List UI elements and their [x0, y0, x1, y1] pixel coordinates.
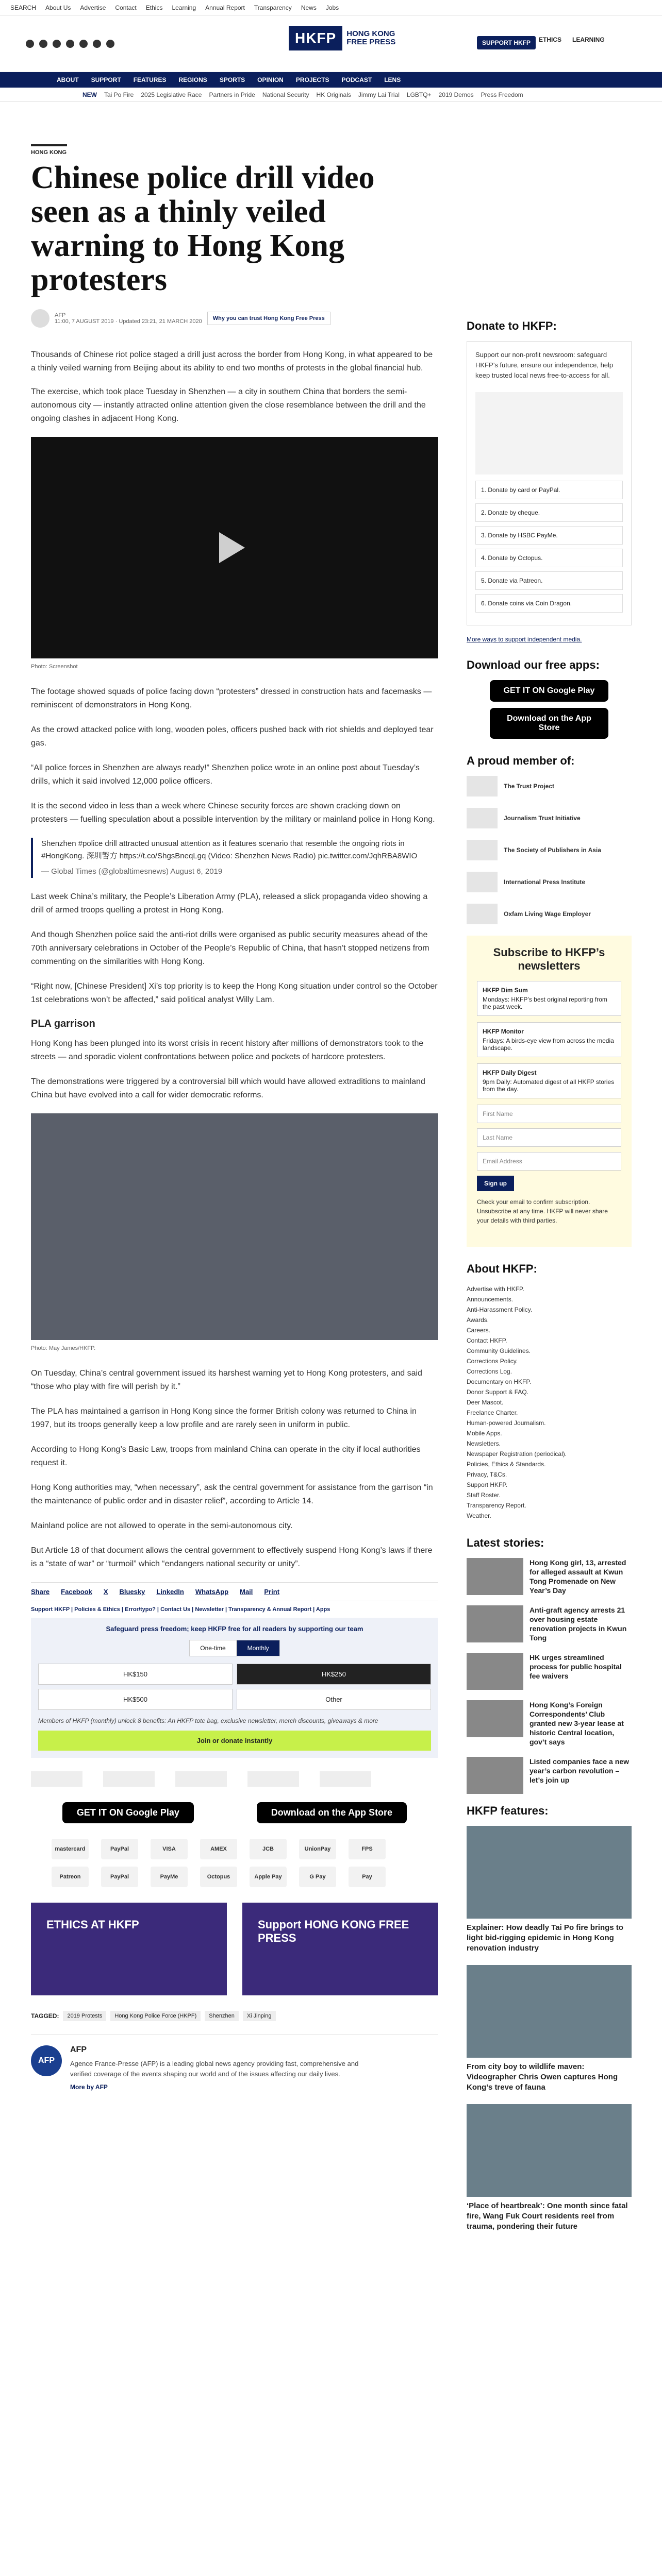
join-button[interactable]: Join or donate instantly — [38, 1731, 431, 1751]
features-title: HKFP features: — [467, 1804, 549, 1817]
payme-icon: PayMe — [151, 1867, 188, 1887]
telegram-icon[interactable] — [106, 40, 114, 48]
publish-date: 11:00, 7 AUGUST 2019 · Updated 23:21, 21 MARCH 2020 — [55, 318, 202, 325]
member-benefits: Members of HKFP (monthly) unlock 8 benefits: An HKFP tote bag, exclusive newsletter, merch discounts, giveaways & more — [38, 1717, 378, 1724]
share-whatsapp[interactable]: WhatsApp — [195, 1588, 229, 1596]
social-links — [26, 40, 114, 48]
amex-icon: AMEX — [200, 1839, 237, 1859]
topbar-item-contact[interactable]: Contact — [115, 4, 137, 11]
logo-text-1: HONG KONG — [346, 29, 395, 38]
patreon-icon: Patreon — [52, 1867, 89, 1887]
mastercard-icon: mastercard — [52, 1839, 89, 1859]
trending-link[interactable]: Press Freedom — [481, 91, 523, 98]
app-buttons — [31, 1802, 438, 1823]
share-linkedin[interactable]: LinkedIn — [156, 1588, 184, 1596]
donate-text: Support our non-profit newsroom: safeguard HKFP’s future, ensure our independence, help keep trusted local news free-to-access for all. — [475, 351, 614, 379]
about-link[interactable]: Deer Mascot. — [467, 1399, 504, 1406]
paragraph: It is the second video in less than a week where Chinese security forces are shown cracking down on protesters — fuelling speculation about a possible intervention by the military or mainland police in Hong Kong. — [31, 802, 435, 824]
trust-project-logo — [31, 1771, 82, 1787]
footer-links[interactable]: Support HKFP | Policies & Ethics | Error/typo? | Contact Us | Newsletter | Transparency & Annual Report | Apps — [31, 1606, 330, 1613]
newsletter-signup — [467, 936, 632, 1247]
story-thumb — [467, 1700, 523, 1737]
latest-story[interactable]: Hong Kong’s Foreign Correspondents’ Club granted new 3-year lease at historic Central location, gov’t says — [467, 1700, 632, 1747]
email-field[interactable]: Email Address — [477, 1152, 621, 1171]
story-thumb — [467, 1605, 523, 1642]
about-link[interactable]: Contact HKFP. — [467, 1337, 507, 1344]
paragraph: Thousands of Chinese riot police staged a drill just across the border from Hong Kong, in what appeared to be a thinly veiled warning from Beijing about its ability to end two months of protests in the global financial hub. — [31, 350, 433, 372]
paragraph: “Right now, [Chinese President] Xi’s top priority is to keep the Hong Kong situation under control so the October 1st celebrations won’t be affected,” said political analyst Willy Lam. — [31, 982, 438, 1004]
nav-podcast[interactable]: PODCAST — [341, 76, 372, 83]
author-avatar — [31, 309, 49, 328]
share-bluesky[interactable]: Bluesky — [119, 1588, 145, 1596]
google-play-button[interactable]: GET IT ON Google Play — [62, 1802, 194, 1823]
paragraph: Hong Kong authorities may, “when necessary”, ask the central government for assistance from the garrison “in the maintenance of public order and in disaster relief”, according to Article 14. — [31, 1483, 433, 1505]
image-caption: Photo: May James/HKFP. — [31, 1345, 96, 1351]
latest-title: Latest stories: — [467, 1536, 544, 1549]
paypal-icon: PayPal — [101, 1867, 138, 1887]
paragraph: And though Shenzhen police said the anti-riot drills were organised as public security measures ahead of the 70th anniversary celebrations in October of the People’s Republic of China, that hasn’t stopped netizens from commenting on the similarities with Hong Kong. — [31, 930, 429, 966]
jti-logo — [103, 1771, 155, 1787]
sopa-logo — [175, 1771, 227, 1787]
paragraph: “All police forces in Shenzhen are always ready!” Shenzhen police wrote in an online post about Tuesday’s drills, which it said involved 12,000 police officers. — [31, 764, 420, 786]
nav-features[interactable]: FEATURES — [133, 76, 167, 83]
share-x[interactable]: X — [103, 1588, 108, 1596]
about-link[interactable]: Anti-Harassment Policy. — [467, 1306, 533, 1313]
about-link[interactable]: Corrections Policy. — [467, 1358, 518, 1365]
tags-label: TAGGED: — [31, 2012, 59, 2020]
nav-lens[interactable]: LENS — [384, 76, 401, 83]
image-caption: Photo: Screenshot — [31, 664, 78, 670]
more-by-author-link[interactable]: More by AFP — [70, 2083, 108, 2091]
support-promo[interactable]: Support HONG KONG FREE PRESS — [242, 1903, 438, 1995]
trending-link[interactable]: Jimmy Lai Trial — [358, 91, 400, 98]
feature-story[interactable]: ‘Place of heartbreak’: One month since fatal fire, Wang Fuk Court residents reel from trauma, pondering their future — [467, 2104, 632, 2232]
about-link[interactable]: Newsletters. — [467, 1440, 501, 1447]
nav-projects[interactable]: PROJECTS — [295, 76, 329, 83]
share-label[interactable]: Share — [31, 1588, 50, 1596]
paragraph: According to Hong Kong’s Basic Law, troops from mainland China can operate in the city if local authorities request it. — [31, 1445, 421, 1467]
donate-option[interactable]: 4. Donate by Octopus. — [475, 549, 623, 567]
facebook-icon[interactable] — [26, 40, 34, 48]
latest-story[interactable]: Listed companies face a new year’s carbon revolution – let’s join up — [467, 1757, 632, 1794]
trust-badge[interactable]: Why you can trust Hong Kong Free Press — [207, 312, 330, 325]
latest-story[interactable]: HK urges streamlined process for public hospital fee waivers — [467, 1653, 632, 1690]
feature-image — [467, 1826, 632, 1919]
paragraph: As the crowd attacked police with long, wooden poles, officers pushed back with riot shields and deployed tear gas. — [31, 725, 434, 748]
about-link[interactable]: Policies, Ethics & Standards. — [467, 1461, 546, 1468]
members-title: A proud member of: — [467, 754, 575, 767]
threads-icon[interactable] — [66, 40, 74, 48]
tweet-source[interactable]: — Global Times (@globaltimesnews) August 6, 2019 — [41, 867, 223, 876]
nav-support[interactable]: SUPPORT — [91, 76, 121, 83]
paragraph: Mainland police are not allowed to operate in the semi-autonomous city. — [31, 1521, 293, 1530]
about-link[interactable]: Careers. — [467, 1327, 491, 1334]
amount-options — [38, 1664, 431, 1710]
feature-story[interactable]: From city boy to wildlife maven: Videographer Chris Owen captures Hong Kong’s treve of fauna — [467, 1965, 632, 2093]
nav-about[interactable]: ABOUT — [57, 76, 79, 83]
topbar-item-news[interactable]: News — [301, 4, 317, 11]
paragraph: The exercise, which took place Tuesday in Shenzhen — a city in southern China that borders the semi-autonomous city — instantly attracted online attention given the close resemblance between the drill and the ongoing clashes in adjacent Hong Kong. — [31, 387, 426, 423]
oxfam-logo — [320, 1771, 371, 1787]
topbar-item-about[interactable]: About Us — [45, 4, 71, 11]
donate-widget — [31, 1618, 438, 1758]
about-link[interactable]: Human-powered Journalism. — [467, 1419, 546, 1427]
jcb-icon: JCB — [250, 1839, 287, 1859]
feature-image — [467, 2104, 632, 2197]
monthly-tab[interactable]: Monthly — [237, 1640, 280, 1656]
amount-option-selected[interactable]: HK$250 — [237, 1664, 431, 1685]
one-time-tab[interactable]: One-time — [189, 1640, 236, 1656]
paypal-icon: PayPal — [101, 1839, 138, 1859]
section-heading: PLA garrison — [31, 1018, 95, 1029]
nav-sports[interactable]: SPORTS — [219, 76, 245, 83]
newsletter-option[interactable]: HKFP Monitor Fridays: A birds-eye view from across the media landscape. — [477, 1022, 621, 1057]
topbar-item-ethics[interactable]: Ethics — [145, 4, 163, 11]
donate-option[interactable]: 5. Donate via Patreon. — [475, 571, 623, 590]
amount-option[interactable]: HK$500 — [38, 1689, 233, 1710]
about-link[interactable]: Announcements. — [467, 1296, 514, 1303]
topbar-item-search[interactable]: SEARCH — [10, 4, 37, 11]
unionpay-icon: UnionPay — [299, 1839, 336, 1859]
share-bar — [31, 1582, 438, 1601]
x-icon[interactable] — [39, 40, 47, 48]
share-facebook[interactable]: Facebook — [61, 1588, 92, 1596]
paragraph: Last week China’s military, the People’s Liberation Army (PLA), released a slick propaganda video showing a drill of armed troops quelling a protest in Hong Kong. — [31, 892, 428, 914]
octopus-icon: Octopus — [200, 1867, 237, 1887]
apple-pay-icon: Apple Pay — [250, 1867, 287, 1887]
about-link[interactable]: Privacy, T&Cs. — [467, 1471, 507, 1478]
story-thumb — [467, 1653, 523, 1690]
topbar-item-jobs[interactable]: Jobs — [325, 4, 339, 11]
donate-option[interactable]: 3. Donate by HSBC PayMe. — [475, 526, 623, 545]
article-category[interactable]: HONG KONG — [31, 144, 67, 156]
story-thumb — [467, 1757, 523, 1794]
topbar-item-transparency[interactable]: Transparency — [254, 4, 292, 11]
about-link[interactable]: Freelance Charter. — [467, 1409, 518, 1416]
frequency-toggle — [38, 1640, 431, 1656]
about-link[interactable]: Support HKFP. — [467, 1481, 508, 1488]
about-title: About HKFP: — [467, 1262, 537, 1275]
app-store-button[interactable]: Download on the App Store — [490, 708, 608, 739]
story-thumb — [467, 1558, 523, 1595]
promo-banners — [31, 1903, 438, 1995]
newsletter-option[interactable]: HKFP Daily Digest 9pm Daily: Automated digest of all HKFP stories from the day. — [477, 1063, 621, 1098]
app-store-button[interactable]: Download on the App Store — [257, 1802, 407, 1823]
ipi-logo — [247, 1771, 299, 1787]
logo-text-2: FREE PRESS — [346, 38, 396, 46]
author-box-avatar: AFP — [31, 2045, 62, 2076]
tag[interactable]: Shenzhen — [205, 2011, 239, 2021]
about-link[interactable]: Community Guidelines. — [467, 1347, 531, 1354]
member-org: The Trust Project — [467, 776, 632, 796]
share-mail[interactable]: Mail — [240, 1588, 253, 1596]
fps-icon: FPS — [349, 1839, 386, 1859]
sidebar — [467, 319, 632, 2243]
trending-link[interactable]: 2025 Legislative Race — [141, 91, 202, 98]
author-name[interactable]: AFP — [55, 312, 66, 318]
google-play-button[interactable]: GET IT ON Google Play — [490, 680, 608, 702]
ethics-promo[interactable]: ETHICS AT HKFP — [31, 1903, 227, 1995]
feature-image — [467, 1965, 632, 2058]
trending-link[interactable]: LGBTQ+ — [406, 91, 432, 98]
site-logo[interactable] — [289, 26, 395, 50]
embedded-tweet — [31, 838, 438, 878]
paragraph: On Tuesday, China’s central government issued its harshest warning yet to Hong Kong protesters, and said “those who play with fire will perish by it.” — [31, 1369, 422, 1391]
trending-link[interactable]: HK Originals — [316, 91, 351, 98]
tag[interactable]: 2019 Protests — [63, 2011, 106, 2021]
paragraph: The PLA has maintained a garrison in Hong Kong since the former British colony was returned to China in 1997, but its troops generally keep a low profile and are rarely seen in uniform in public. — [31, 1407, 417, 1429]
author-box-name[interactable]: AFP — [70, 2045, 87, 2054]
article-photo — [31, 1113, 438, 1340]
tag[interactable]: Xi Jinping — [243, 2011, 276, 2021]
nav-opinion[interactable]: OPINION — [257, 76, 284, 83]
about-link[interactable]: Advertise with HKFP. — [467, 1285, 524, 1293]
article-column — [31, 144, 438, 2091]
newsletter-option[interactable]: HKFP Dim Sum Mondays: HKFP’s best original reporting from the past week. — [477, 981, 621, 1016]
trending-link[interactable]: National Security — [262, 91, 309, 98]
donate-panel — [467, 341, 632, 625]
about-link[interactable]: Transparency Report. — [467, 1502, 526, 1509]
donate-heading: Safeguard press freedom; keep HKFP free for all readers by supporting our team — [106, 1625, 363, 1633]
trending-bar — [0, 88, 662, 102]
ethics-link[interactable]: ETHICS — [539, 36, 562, 43]
topbar-item-learning[interactable]: Learning — [172, 4, 196, 11]
paragraph: The demonstrations were triggered by a controversial bill which would have allowed extraditions to mainland China but have evolved into a call for wider democratic reforms. — [31, 1077, 425, 1099]
member-org: Journalism Trust Initiative — [467, 808, 632, 828]
trending-link[interactable]: Partners in Pride — [209, 91, 255, 98]
paragraph: Hong Kong has been plunged into its worst crisis in recent history after millions of demonstrators took to the streets — and sporadic violent confrontations between police and pockets of hardcore protesters. — [31, 1039, 424, 1061]
member-org: International Press Institute — [467, 872, 632, 892]
site-header — [0, 15, 662, 72]
trending-link[interactable]: 2019 Demos — [438, 91, 474, 98]
nav-regions[interactable]: REGIONS — [178, 76, 207, 83]
pay-icon: Pay — [349, 1867, 386, 1887]
new-badge: NEW — [82, 91, 97, 98]
latest-story[interactable]: Hong Kong girl, 13, arrested for alleged assault at Kwun Tong Promenade on New Year’s Day — [467, 1558, 632, 1595]
member-logo — [467, 872, 498, 892]
tweet-text: Shenzhen #police drill attracted unusual attention as it features scenario that resemble the ongoing riots in #HongKong. 深圳警方 https://t.co/ShgsBneqLgq (Video: Shenzhen News Radio) pic.twitter.com/JqhRBA8WIO — [41, 839, 418, 860]
youtube-icon[interactable] — [79, 40, 88, 48]
paragraph: The footage showed squads of police facing down “protesters” dressed in construction hats and facemasks — reminiscent of demonstrators in Hong Kong. — [31, 687, 432, 709]
partner-logos — [31, 1771, 438, 1787]
visa-icon: VISA — [151, 1839, 188, 1859]
about-link[interactable]: Donor Support & FAQ. — [467, 1388, 529, 1396]
video-embed[interactable] — [31, 437, 438, 658]
tag-list — [31, 2011, 438, 2021]
apps-title: Download our free apps: — [467, 658, 600, 671]
paragraph: But Article 18 of that document allows the central government to effectively suspend Hong Kong’s laws if there is a “state of war” or “turmoil” which “endangers national security or unity”. — [31, 1546, 433, 1568]
member-logo — [467, 808, 498, 828]
first-name-field[interactable]: First Name — [477, 1105, 621, 1123]
about-link[interactable]: Corrections Log. — [467, 1368, 512, 1375]
main-nav — [0, 72, 662, 88]
newsletter-note: Check your email to confirm subscription. Unsubscribe at any time. HKFP will never share your details with third parties. — [477, 1198, 608, 1224]
author-box — [31, 2035, 438, 2091]
feature-story[interactable]: Explainer: How deadly Tai Po fire brings to light bid-rigging epidemic in Hong Kong renovation industry — [467, 1826, 632, 1954]
member-orgs — [467, 776, 632, 924]
about-link[interactable]: Mobile Apps. — [467, 1430, 502, 1437]
about-link[interactable]: Newspaper Registration (periodical). — [467, 1450, 567, 1458]
share-print[interactable]: Print — [264, 1588, 280, 1596]
about-link[interactable]: Awards. — [467, 1316, 489, 1324]
support-button[interactable]: SUPPORT HKFP — [477, 36, 536, 49]
tag[interactable]: Hong Kong Police Force (HKPF) — [110, 2011, 201, 2021]
donate-option[interactable]: 1. Donate by card or PayPal. — [475, 481, 623, 499]
member-org: The Society of Publishers in Asia — [467, 840, 632, 860]
logo-mark: HKFP — [289, 26, 342, 50]
donate-option[interactable]: 6. Donate coins via Coin Dragon. — [475, 594, 623, 613]
article-title: Chinese police drill video seen as a thinly veiled warning to Hong Kong protesters — [31, 160, 375, 297]
author-bio: Agence France-Presse (AFP) is a leading global news agency providing fast, comprehensive and verified coverage of the events shaping our world and of the issues affecting our daily lives. — [70, 2060, 359, 2078]
payment-methods — [31, 1839, 438, 1887]
amount-option[interactable]: HK$150 — [38, 1664, 233, 1685]
linkedin-icon[interactable] — [93, 40, 101, 48]
latest-story[interactable]: Anti-graft agency arrests 21 over housing estate renovation projects in Kwun Tong — [467, 1605, 632, 1642]
google-pay-icon: G Pay — [299, 1867, 336, 1887]
learning-link[interactable]: LEARNING — [572, 36, 605, 43]
about-link[interactable]: Staff Roster. — [467, 1492, 501, 1499]
member-org: Oxfam Living Wage Employer — [467, 904, 632, 924]
about-link[interactable]: Weather. — [467, 1512, 491, 1519]
topbar-item-annual-report[interactable]: Annual Report — [205, 4, 245, 11]
about-links — [467, 1284, 632, 1521]
trending-link[interactable]: Tai Po Fire — [104, 91, 134, 98]
signup-button[interactable]: Sign up — [477, 1176, 514, 1191]
top-utility-bar — [0, 0, 662, 15]
donate-image — [475, 392, 623, 474]
member-logo — [467, 776, 498, 796]
amount-option[interactable]: Other — [237, 1689, 431, 1710]
about-link[interactable]: Documentary on HKFP. — [467, 1378, 532, 1385]
byline — [31, 309, 438, 328]
donate-option[interactable]: 2. Donate by cheque. — [475, 503, 623, 522]
sidebar-donate-title: Donate to HKFP: — [467, 319, 557, 332]
member-logo — [467, 840, 498, 860]
last-name-field[interactable]: Last Name — [477, 1128, 621, 1147]
more-ways-link[interactable]: More ways to support independent media. — [467, 636, 582, 643]
instagram-icon[interactable] — [53, 40, 61, 48]
member-logo — [467, 904, 498, 924]
topbar-item-advertise[interactable]: Advertise — [80, 4, 106, 11]
newsletter-title: Subscribe to HKFP’s newsletters — [493, 946, 605, 972]
